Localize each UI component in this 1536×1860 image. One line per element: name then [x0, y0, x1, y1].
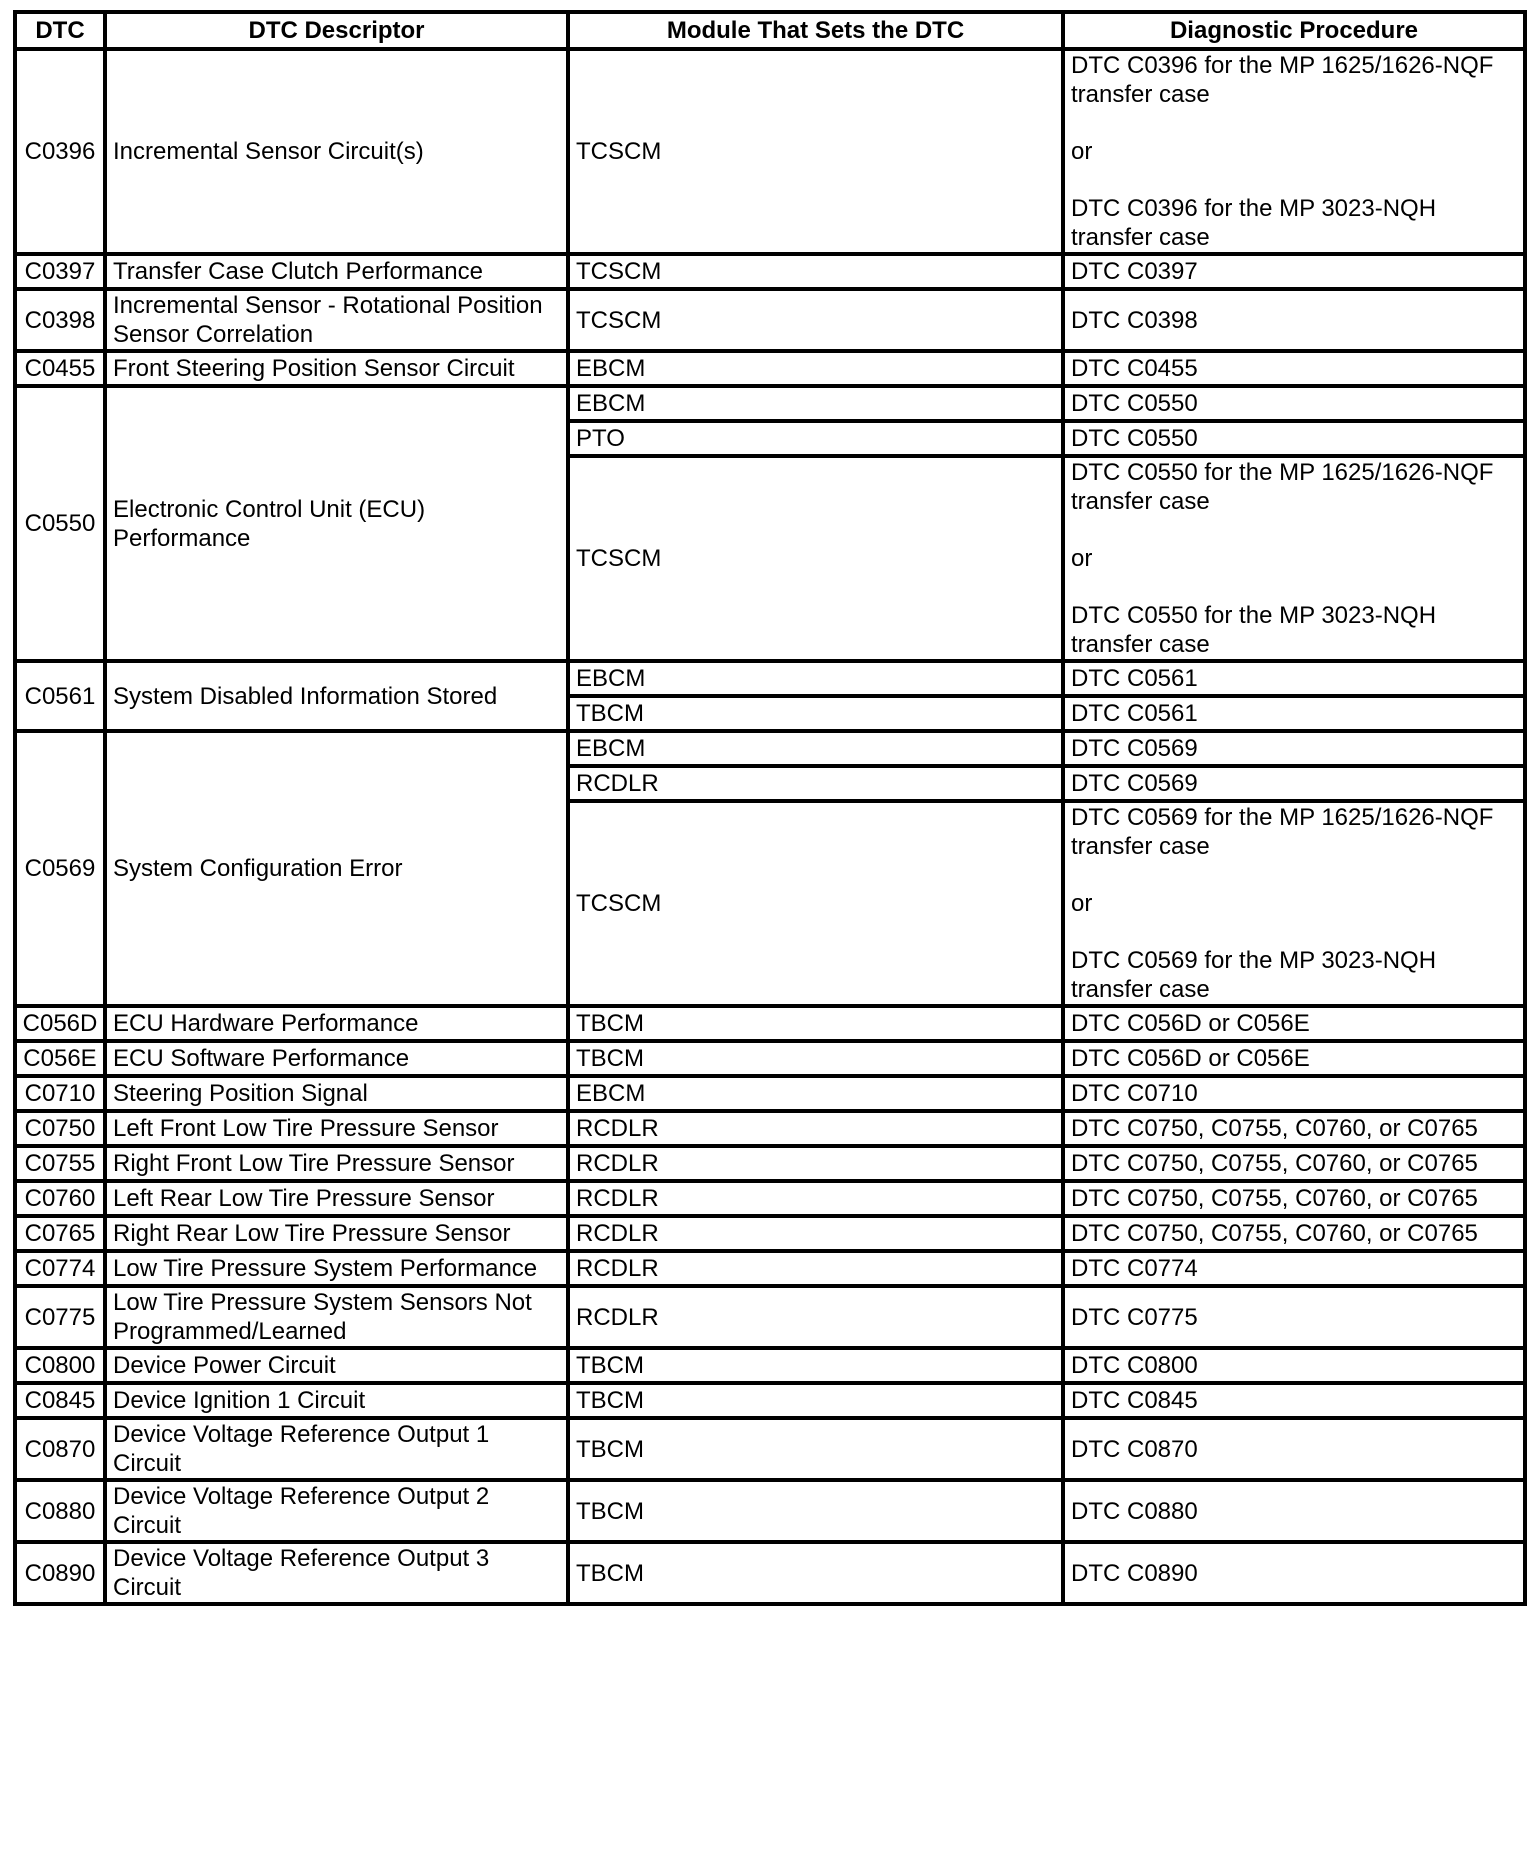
table-row	[15, 1111, 1525, 1146]
dtc-code-cell: C0396	[15, 49, 105, 254]
procedure-link[interactable]: DTC C0397	[1071, 258, 1198, 285]
diagnostic-procedure-cell	[1063, 289, 1525, 351]
module-cell: TBCM	[568, 1006, 1063, 1041]
dtc-descriptor-cell: Electronic Control Unit (ECU) Performance	[105, 386, 568, 661]
diagnostic-procedure-cell	[1063, 386, 1525, 421]
procedure-link[interactable]: DTC C0569	[1071, 770, 1198, 797]
module-cell: TCSCM	[568, 289, 1063, 351]
dtc-descriptor-cell: Right Front Low Tire Pressure Sensor	[105, 1146, 568, 1181]
dtc-descriptor-cell: ECU Hardware Performance	[105, 1006, 568, 1041]
dtc-code-cell: C0755	[15, 1146, 105, 1181]
procedure-link[interactable]: DTC C0550	[1071, 390, 1198, 417]
procedure-link[interactable]: DTC C0800	[1071, 1352, 1198, 1379]
module-cell: TCSCM	[568, 456, 1063, 661]
table-row	[15, 1251, 1525, 1286]
table-row	[15, 1542, 1525, 1604]
dtc-descriptor-cell: Incremental Sensor Circuit(s)	[105, 49, 568, 254]
procedure-link[interactable]: DTC C0750, C0755, C0760, or C0765	[1071, 1185, 1478, 1212]
procedure-link[interactable]: DTC C0880	[1071, 1497, 1198, 1525]
dtc-descriptor-cell: Device Voltage Reference Output 3 Circuit	[105, 1542, 568, 1604]
dtc-code-cell: C0800	[15, 1348, 105, 1383]
dtc-code-cell: C056D	[15, 1006, 105, 1041]
procedure-link[interactable]: DTC C0750, C0755, C0760, or C0765	[1071, 1150, 1478, 1177]
dtc-descriptor-cell: Left Front Low Tire Pressure Sensor	[105, 1111, 568, 1146]
table-row	[15, 731, 1525, 766]
module-cell: RCDLR	[568, 1111, 1063, 1146]
dtc-code-cell: C0569	[15, 731, 105, 1006]
table-row	[15, 49, 1525, 254]
dtc-code-cell: C0870	[15, 1418, 105, 1480]
procedure-link[interactable]: DTC C0550 for the MP 3023-NQH transfer case	[1071, 602, 1437, 658]
module-cell: TBCM	[568, 1348, 1063, 1383]
diagnostic-procedure-cell	[1063, 1251, 1525, 1286]
header-dtc-descriptor: DTC Descriptor	[105, 12, 568, 49]
module-cell: TBCM	[568, 1542, 1063, 1604]
diagnostic-procedure-cell	[1063, 1181, 1525, 1216]
procedure-link[interactable]: DTC C0396 for the MP 3023-NQH transfer case	[1071, 195, 1437, 251]
module-cell: PTO	[568, 421, 1063, 456]
header-diagnostic-procedure: Diagnostic Procedure	[1063, 12, 1525, 49]
module-cell: TBCM	[568, 1383, 1063, 1418]
diagnostic-procedure-cell	[1063, 1286, 1525, 1348]
diagnostic-procedure-cell	[1063, 1348, 1525, 1383]
diagnostic-procedure-cell	[1063, 1480, 1525, 1542]
dtc-code-cell: C0880	[15, 1480, 105, 1542]
dtc-descriptor-cell: Front Steering Position Sensor Circuit	[105, 351, 568, 386]
procedure-link[interactable]: DTC C0890	[1071, 1559, 1198, 1587]
module-cell: TCSCM	[568, 49, 1063, 254]
procedure-link[interactable]: DTC C0870	[1071, 1435, 1198, 1463]
table-row	[15, 1041, 1525, 1076]
diagnostic-procedure-cell	[1063, 254, 1525, 289]
diagnostic-procedure-cell	[1063, 1076, 1525, 1111]
procedure-link[interactable]: DTC C056D or C056E	[1071, 1010, 1310, 1037]
module-cell: TBCM	[568, 696, 1063, 731]
dtc-code-cell: C0397	[15, 254, 105, 289]
dtc-descriptor-cell: System Configuration Error	[105, 731, 568, 1006]
diagnostic-procedure-cell	[1063, 766, 1525, 801]
module-cell: TBCM	[568, 1041, 1063, 1076]
table-row	[15, 1146, 1525, 1181]
module-cell: RCDLR	[568, 1251, 1063, 1286]
module-cell: RCDLR	[568, 766, 1063, 801]
dtc-code-cell: C0760	[15, 1181, 105, 1216]
dtc-code-cell: C0845	[15, 1383, 105, 1418]
table-row	[15, 1181, 1525, 1216]
procedure-link[interactable]: DTC C0845	[1071, 1387, 1198, 1414]
dtc-code-cell: C056E	[15, 1041, 105, 1076]
diagnostic-procedure-cell	[1063, 49, 1525, 254]
module-cell: TCSCM	[568, 254, 1063, 289]
procedure-link[interactable]: DTC C0710	[1071, 1080, 1198, 1107]
dtc-table	[13, 10, 1527, 1606]
dtc-descriptor-cell: ECU Software Performance	[105, 1041, 568, 1076]
diagnostic-procedure-cell	[1063, 1383, 1525, 1418]
dtc-code-cell: C0561	[15, 661, 105, 731]
table-row	[15, 386, 1525, 421]
procedure-link[interactable]: DTC C0774	[1071, 1255, 1198, 1282]
module-cell: RCDLR	[568, 1286, 1063, 1348]
diagnostic-procedure-cell	[1063, 351, 1525, 386]
dtc-code-cell: C0750	[15, 1111, 105, 1146]
module-cell: EBCM	[568, 1076, 1063, 1111]
module-cell: EBCM	[568, 661, 1063, 696]
dtc-descriptor-cell: Low Tire Pressure System Sensors Not Programmed/Learned	[105, 1286, 568, 1348]
module-cell: RCDLR	[568, 1216, 1063, 1251]
table-row	[15, 1286, 1525, 1348]
diagnostic-procedure-cell	[1063, 421, 1525, 456]
diagnostic-procedure-cell	[1063, 456, 1525, 661]
table-row	[15, 1418, 1525, 1480]
dtc-code-cell: C0774	[15, 1251, 105, 1286]
procedure-or-separator: or	[1071, 545, 1093, 572]
procedure-link[interactable]: DTC C0569 for the MP 3023-NQH transfer case	[1071, 947, 1437, 1003]
table-row	[15, 1216, 1525, 1251]
procedure-link[interactable]: DTC C0561	[1071, 700, 1198, 727]
dtc-descriptor-cell: System Disabled Information Stored	[105, 661, 568, 731]
header-module: Module That Sets the DTC	[568, 12, 1063, 49]
diagnostic-procedure-cell	[1063, 696, 1525, 731]
diagnostic-procedure-cell	[1063, 1542, 1525, 1604]
module-cell: EBCM	[568, 386, 1063, 421]
diagnostic-procedure-cell	[1063, 731, 1525, 766]
procedure-link[interactable]: DTC C0569 for the MP 1625/1626-NQF transfer case	[1071, 804, 1494, 860]
table-row	[15, 1006, 1525, 1041]
diagnostic-procedure-cell	[1063, 1146, 1525, 1181]
diagnostic-procedure-cell	[1063, 1216, 1525, 1251]
procedure-link[interactable]: DTC C0550	[1071, 425, 1198, 452]
table-row	[15, 1348, 1525, 1383]
module-cell: RCDLR	[568, 1181, 1063, 1216]
table-row	[15, 661, 1525, 696]
dtc-code-cell: C0765	[15, 1216, 105, 1251]
procedure-link[interactable]: DTC C0398	[1071, 306, 1198, 334]
procedure-or-separator: or	[1071, 138, 1093, 165]
dtc-descriptor-cell: Device Voltage Reference Output 1 Circuit	[105, 1418, 568, 1480]
module-cell: TCSCM	[568, 801, 1063, 1006]
table-row	[15, 1076, 1525, 1111]
diagnostic-procedure-cell	[1063, 1006, 1525, 1041]
diagnostic-procedure-cell	[1063, 801, 1525, 1006]
document-page	[13, 10, 1523, 1606]
dtc-descriptor-cell: Device Voltage Reference Output 2 Circuit	[105, 1480, 568, 1542]
diagnostic-procedure-cell	[1063, 1041, 1525, 1076]
dtc-code-cell: C0710	[15, 1076, 105, 1111]
procedure-link[interactable]: DTC C0396 for the MP 1625/1626-NQF transfer case	[1071, 52, 1494, 108]
procedure-link[interactable]: DTC C0569	[1071, 735, 1198, 762]
dtc-descriptor-cell: Device Ignition 1 Circuit	[105, 1383, 568, 1418]
dtc-code-cell: C0398	[15, 289, 105, 351]
procedure-link[interactable]: DTC C0750, C0755, C0760, or C0765	[1071, 1115, 1478, 1142]
dtc-descriptor-cell: Device Power Circuit	[105, 1348, 568, 1383]
procedure-link[interactable]: DTC C0455	[1071, 355, 1198, 382]
dtc-descriptor-cell: Low Tire Pressure System Performance	[105, 1251, 568, 1286]
table-row	[15, 351, 1525, 386]
table-row	[15, 1480, 1525, 1542]
dtc-descriptor-cell: Steering Position Signal	[105, 1076, 568, 1111]
table-row	[15, 289, 1525, 351]
diagnostic-procedure-cell	[1063, 1111, 1525, 1146]
procedure-link[interactable]: DTC C0550 for the MP 1625/1626-NQF transfer case	[1071, 459, 1494, 515]
dtc-descriptor-cell: Transfer Case Clutch Performance	[105, 254, 568, 289]
module-cell: EBCM	[568, 731, 1063, 766]
table-header-row	[15, 12, 1525, 49]
module-cell: TBCM	[568, 1480, 1063, 1542]
header-dtc: DTC	[15, 12, 105, 49]
diagnostic-procedure-cell	[1063, 1418, 1525, 1480]
table-row	[15, 1383, 1525, 1418]
dtc-descriptor-cell: Left Rear Low Tire Pressure Sensor	[105, 1181, 568, 1216]
procedure-link[interactable]: DTC C0750, C0755, C0760, or C0765	[1071, 1220, 1478, 1247]
procedure-link[interactable]: DTC C056D or C056E	[1071, 1045, 1310, 1072]
module-cell: RCDLR	[568, 1146, 1063, 1181]
procedure-link[interactable]: DTC C0775	[1071, 1303, 1198, 1331]
procedure-or-separator: or	[1071, 890, 1093, 917]
dtc-code-cell: C0550	[15, 386, 105, 661]
dtc-code-cell: C0455	[15, 351, 105, 386]
procedure-link[interactable]: DTC C0561	[1071, 665, 1198, 692]
dtc-descriptor-cell: Incremental Sensor - Rotational Position Sensor Correlation	[105, 289, 568, 351]
diagnostic-procedure-cell	[1063, 661, 1525, 696]
module-cell: TBCM	[568, 1418, 1063, 1480]
dtc-code-cell: C0890	[15, 1542, 105, 1604]
dtc-code-cell: C0775	[15, 1286, 105, 1348]
dtc-descriptor-cell: Right Rear Low Tire Pressure Sensor	[105, 1216, 568, 1251]
module-cell: EBCM	[568, 351, 1063, 386]
table-row	[15, 254, 1525, 289]
table-body	[15, 49, 1525, 1604]
